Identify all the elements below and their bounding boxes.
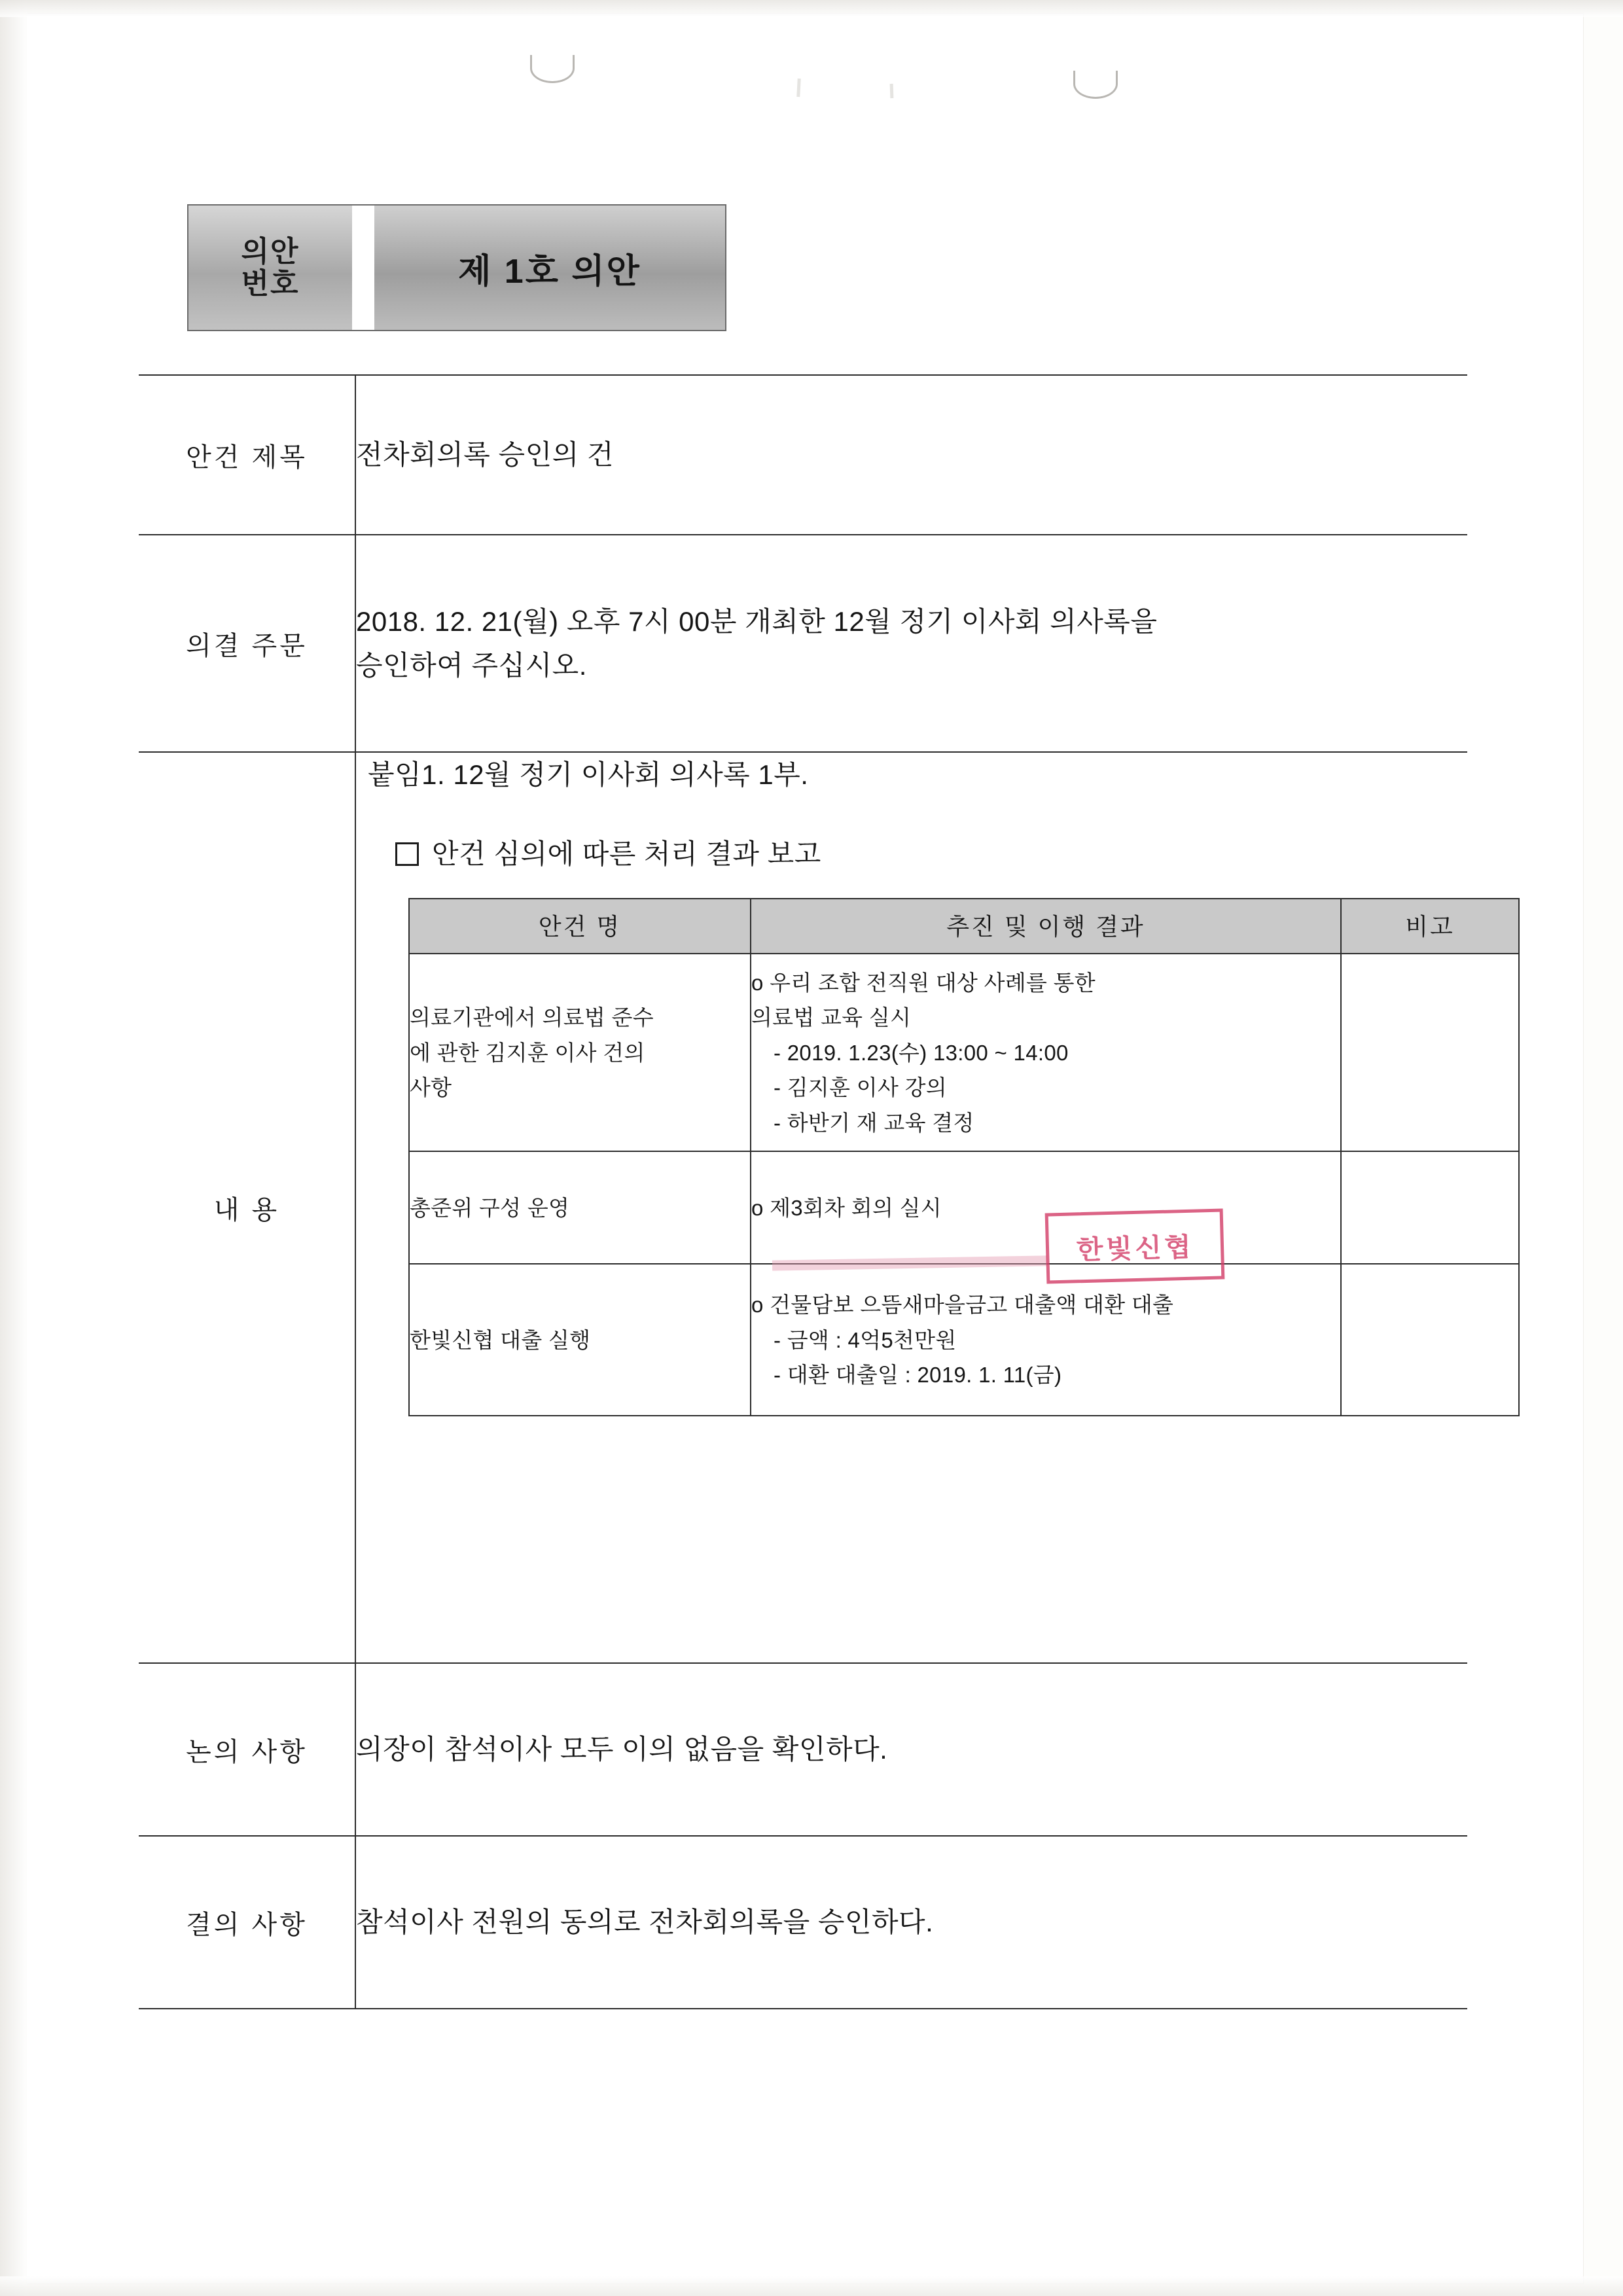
attachment-line: 붙임1. 12월 정기 이사회 의사록 1부. bbox=[368, 759, 809, 790]
table-row-content bbox=[139, 752, 1467, 1663]
row-label-content-text: 내 용 bbox=[213, 1195, 280, 1225]
result-table-header-row bbox=[409, 899, 1519, 954]
result-cell-result bbox=[751, 1264, 1341, 1416]
bill-number-separator bbox=[352, 206, 374, 330]
bill-number-value: 제 1호 의안 bbox=[374, 206, 725, 330]
order-line-2: 승인하여 주십시오. bbox=[356, 650, 587, 681]
row-label-title: 안건 제목 bbox=[139, 375, 355, 535]
result-name-line: 한빛신협 대출 실행 bbox=[410, 1327, 591, 1352]
result-table-head bbox=[409, 899, 1519, 954]
checkbox-report-label: 안건 심의에 따른 처리 결과 보고 bbox=[432, 838, 821, 870]
result-line: - 2019. 1.23(수) 13:00 ~ 14:00 bbox=[774, 1040, 1069, 1065]
official-seal-text: 한빛신협 bbox=[1076, 1232, 1194, 1265]
result-line: o 우리 조합 전직원 대상 사례를 통한 bbox=[751, 970, 1096, 995]
result-cell-note bbox=[1341, 1151, 1519, 1264]
table-row bbox=[409, 1151, 1519, 1264]
scan-edge-shadow-bottom bbox=[0, 2276, 1623, 2296]
result-name-line: 사항 bbox=[410, 1075, 452, 1100]
result-cell-note bbox=[1341, 954, 1519, 1151]
checkbox-report-line bbox=[395, 832, 1467, 876]
result-cell-note bbox=[1341, 1264, 1519, 1416]
result-header-result: 추진 및 이행 결과 bbox=[751, 899, 1341, 954]
result-header-name: 안건 명 bbox=[409, 899, 751, 954]
result-cell-result bbox=[751, 954, 1341, 1151]
scan-edge-shadow-left bbox=[0, 0, 27, 2296]
scan-edge-shadow-top bbox=[0, 0, 1623, 17]
result-line: - 하반기 재 교육 결정 bbox=[774, 1110, 974, 1135]
table-row-order bbox=[139, 535, 1467, 752]
result-line: 의료법 교육 실시 bbox=[751, 1005, 912, 1030]
result-header-note: 비고 bbox=[1341, 899, 1519, 954]
order-line-1: 2018. 12. 21(월) 오후 7시 00분 개최한 12월 정기 이사회 의사록을 bbox=[356, 605, 1158, 637]
result-table-body bbox=[409, 954, 1519, 1416]
result-table bbox=[408, 898, 1520, 1416]
row-value-title: 전차회의록 승인의 건 bbox=[355, 375, 1467, 535]
row-value-discussion: 의장이 참석이사 모두 이의 없음을 확인하다. bbox=[355, 1663, 1467, 1836]
result-line: - 김지훈 이사 강의 bbox=[774, 1075, 947, 1100]
result-line: - 대환 대출일 : 2019. 1. 11(금) bbox=[774, 1363, 1062, 1388]
bill-number-label bbox=[188, 206, 352, 330]
result-cell-name bbox=[409, 954, 751, 1151]
official-seal-stamp bbox=[1045, 1208, 1225, 1283]
bill-number-label-line2: 번호 bbox=[241, 268, 300, 300]
table-row bbox=[409, 1264, 1519, 1416]
result-name-line: 총준위 구성 운영 bbox=[410, 1195, 570, 1220]
row-value-order bbox=[355, 535, 1467, 752]
result-cell-name bbox=[409, 1151, 751, 1264]
result-name-line: 의료기관에서 의료법 준수 bbox=[410, 1005, 654, 1030]
agenda-table bbox=[139, 374, 1467, 2009]
row-value-content bbox=[355, 752, 1467, 1663]
scan-smudge bbox=[890, 84, 894, 98]
table-row-discussion bbox=[139, 1663, 1467, 1836]
result-line: o 제3회차 회의 실시 bbox=[751, 1195, 942, 1220]
row-label-resolution: 결의 사항 bbox=[139, 1836, 355, 2009]
row-label-content bbox=[139, 752, 355, 1663]
checkbox-icon bbox=[395, 842, 419, 866]
table-row bbox=[409, 954, 1519, 1151]
result-cell-name bbox=[409, 1264, 751, 1416]
result-line: o 건물담보 으뜸새마을금고 대출액 대환 대출 bbox=[751, 1293, 1174, 1318]
table-row-title bbox=[139, 375, 1467, 535]
row-label-discussion: 논의 사항 bbox=[139, 1663, 355, 1836]
bill-number-block bbox=[187, 204, 726, 331]
row-label-order: 의결 주문 bbox=[139, 535, 355, 752]
row-value-resolution: 참석이사 전원의 동의로 전차회의록을 승인하다. bbox=[355, 1836, 1467, 2009]
table-row-resolution bbox=[139, 1836, 1467, 2009]
result-name-line: 에 관한 김지훈 이사 건의 bbox=[410, 1040, 645, 1065]
result-line: - 금액 : 4억5천만원 bbox=[774, 1327, 957, 1352]
bill-number-label-line1: 의안 bbox=[241, 235, 300, 268]
